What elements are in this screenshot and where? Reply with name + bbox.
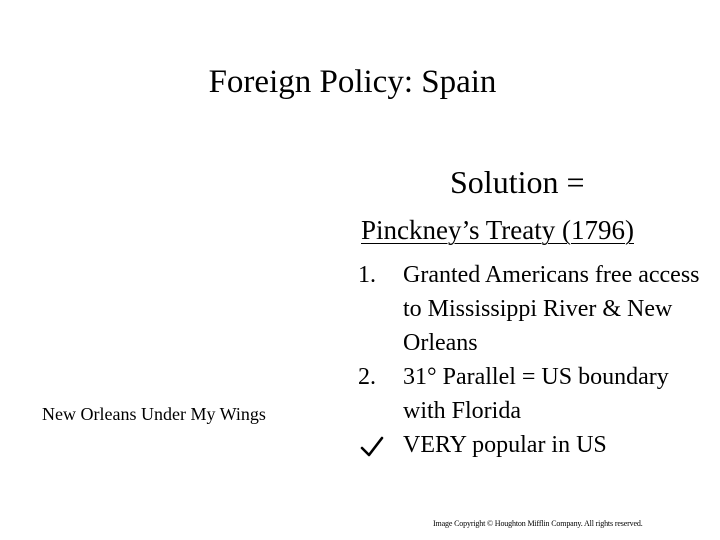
image-caption: New Orleans Under My Wings: [42, 404, 266, 424]
list-marker: 1.: [358, 262, 376, 288]
list-item: [358, 360, 708, 428]
solution-label: Solution =: [450, 164, 585, 200]
slide-title: Foreign Policy: Spain: [208, 64, 497, 100]
treaty-points-list: [358, 258, 708, 462]
list-item: [358, 428, 708, 462]
treaty-heading: Pinckney’s Treaty (1796): [361, 215, 634, 245]
list-marker: 2.: [358, 364, 376, 390]
list-item-text: 31° Parallel = US boundary with Florida: [403, 364, 669, 424]
list-item-text: Granted Americans free access to Mississippi River & New Orleans: [403, 262, 700, 356]
check-icon: [360, 436, 384, 458]
list-item: [358, 258, 708, 360]
list-item-text: VERY popular in US: [403, 432, 607, 458]
copyright-notice: Image Copyright © Houghton Mifflin Company. All rights reserved.: [433, 519, 643, 528]
